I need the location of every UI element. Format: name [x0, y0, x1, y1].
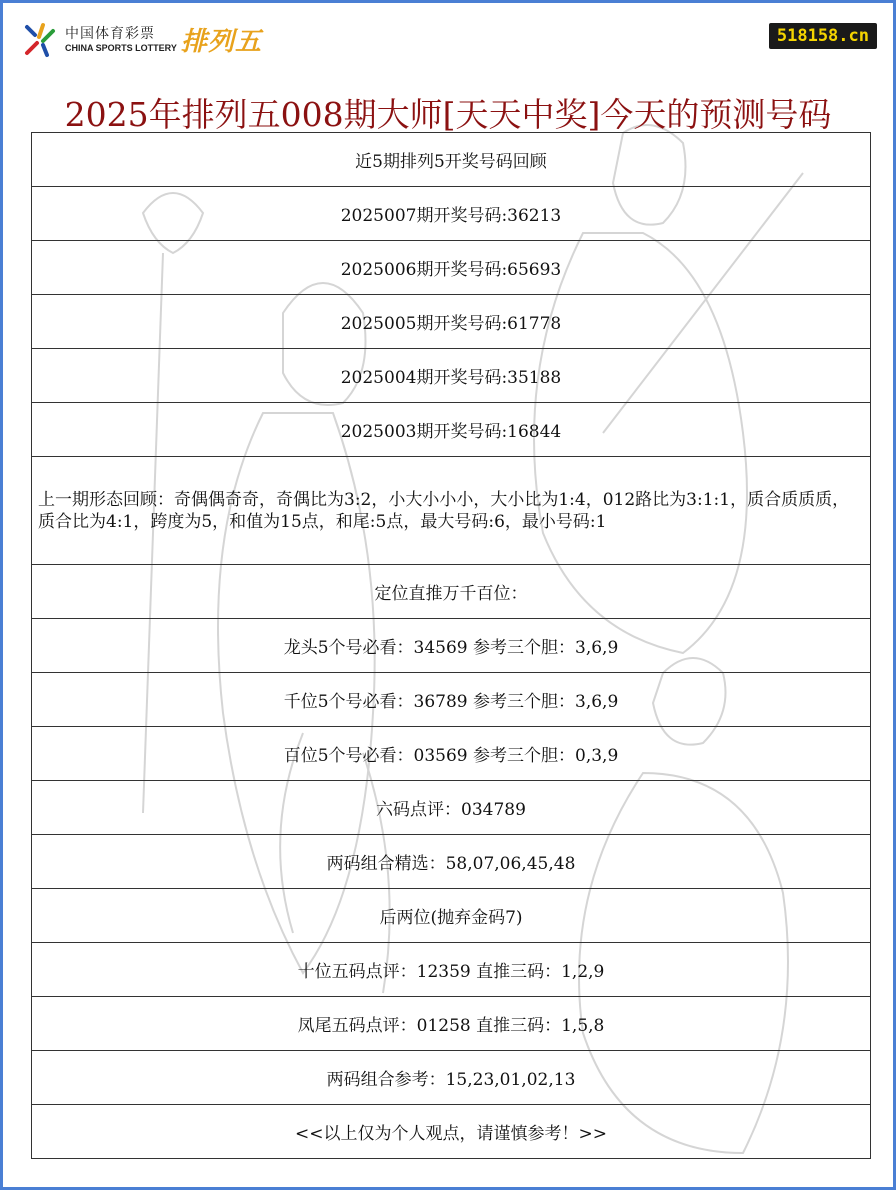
draw-result: 2025006期开奖号码:65693 — [32, 241, 871, 295]
hundreds-pick: 百位5个号必看：03569 参考三个胆：0,3,9 — [32, 727, 871, 781]
thousands-pick: 千位5个号必看：36789 参考三个胆：3,6,9 — [32, 673, 871, 727]
table-row — [32, 349, 871, 403]
logo-brand-text: 排列五 — [181, 27, 263, 57]
units-pick: 凤尾五码点评：01258 直推三码：1,5,8 — [32, 997, 871, 1051]
table-row — [32, 835, 871, 889]
table-row — [32, 673, 871, 727]
two-code-reference: 两码组合参考：15,23,01,02,13 — [32, 1051, 871, 1105]
table-row — [32, 943, 871, 997]
disclaimer: <<以上仅为个人观点，请谨慎参考！>> — [32, 1105, 871, 1159]
draw-result: 2025004期开奖号码:35188 — [32, 349, 871, 403]
logo-chinese-text: 中国体育彩票 — [65, 26, 155, 42]
table-row — [32, 619, 871, 673]
table-row — [32, 403, 871, 457]
section-heading-position-picks: 定位直推万千百位： — [32, 565, 871, 619]
tens-pick: 十位五码点评：12359 直推三码：1,2,9 — [32, 943, 871, 997]
table-row — [32, 997, 871, 1051]
two-code-combos: 两码组合精选：58,07,06,45,48 — [32, 835, 871, 889]
table-row — [32, 133, 871, 187]
table-row — [32, 187, 871, 241]
site-url-badge[interactable]: 518158.cn — [769, 23, 877, 49]
table-row — [32, 889, 871, 943]
table-row — [32, 565, 871, 619]
section-heading-recent-draws: 近5期排列5开奖号码回顾 — [32, 133, 871, 187]
draw-result: 2025003期开奖号码:16844 — [32, 403, 871, 457]
lottery-star-icon — [21, 21, 59, 59]
draw-result: 2025007期开奖号码:36213 — [32, 187, 871, 241]
table-row — [32, 727, 871, 781]
prediction-table — [31, 132, 871, 1159]
table-row — [32, 1051, 871, 1105]
header — [3, 3, 893, 133]
table-row — [32, 457, 871, 565]
table-row — [32, 1105, 871, 1159]
six-code-pick: 六码点评：034789 — [32, 781, 871, 835]
logo-english-text: CHINA SPORTS LOTTERY — [65, 43, 177, 53]
table-row — [32, 781, 871, 835]
table-row — [32, 241, 871, 295]
page-title: 2025年排列五008期大师[天天中奖]今天的预测号码 — [64, 95, 832, 135]
table-row — [32, 295, 871, 349]
last-draw-pattern-review: 上一期形态回顾：奇偶偶奇奇，奇偶比为3:2，小大小小小，大小比为1:4，012路比为3:1:1，质合质质质，质合比为4:1，跨度为5，和值为15点，和尾:5点，最大号码:6，最小号码:1 — [32, 457, 871, 565]
draw-result: 2025005期开奖号码:61778 — [32, 295, 871, 349]
ten-thousands-pick: 龙头5个号必看：34569 参考三个胆：3,6,9 — [32, 619, 871, 673]
section-heading-last-two: 后两位(抛弃金码7) — [32, 889, 871, 943]
